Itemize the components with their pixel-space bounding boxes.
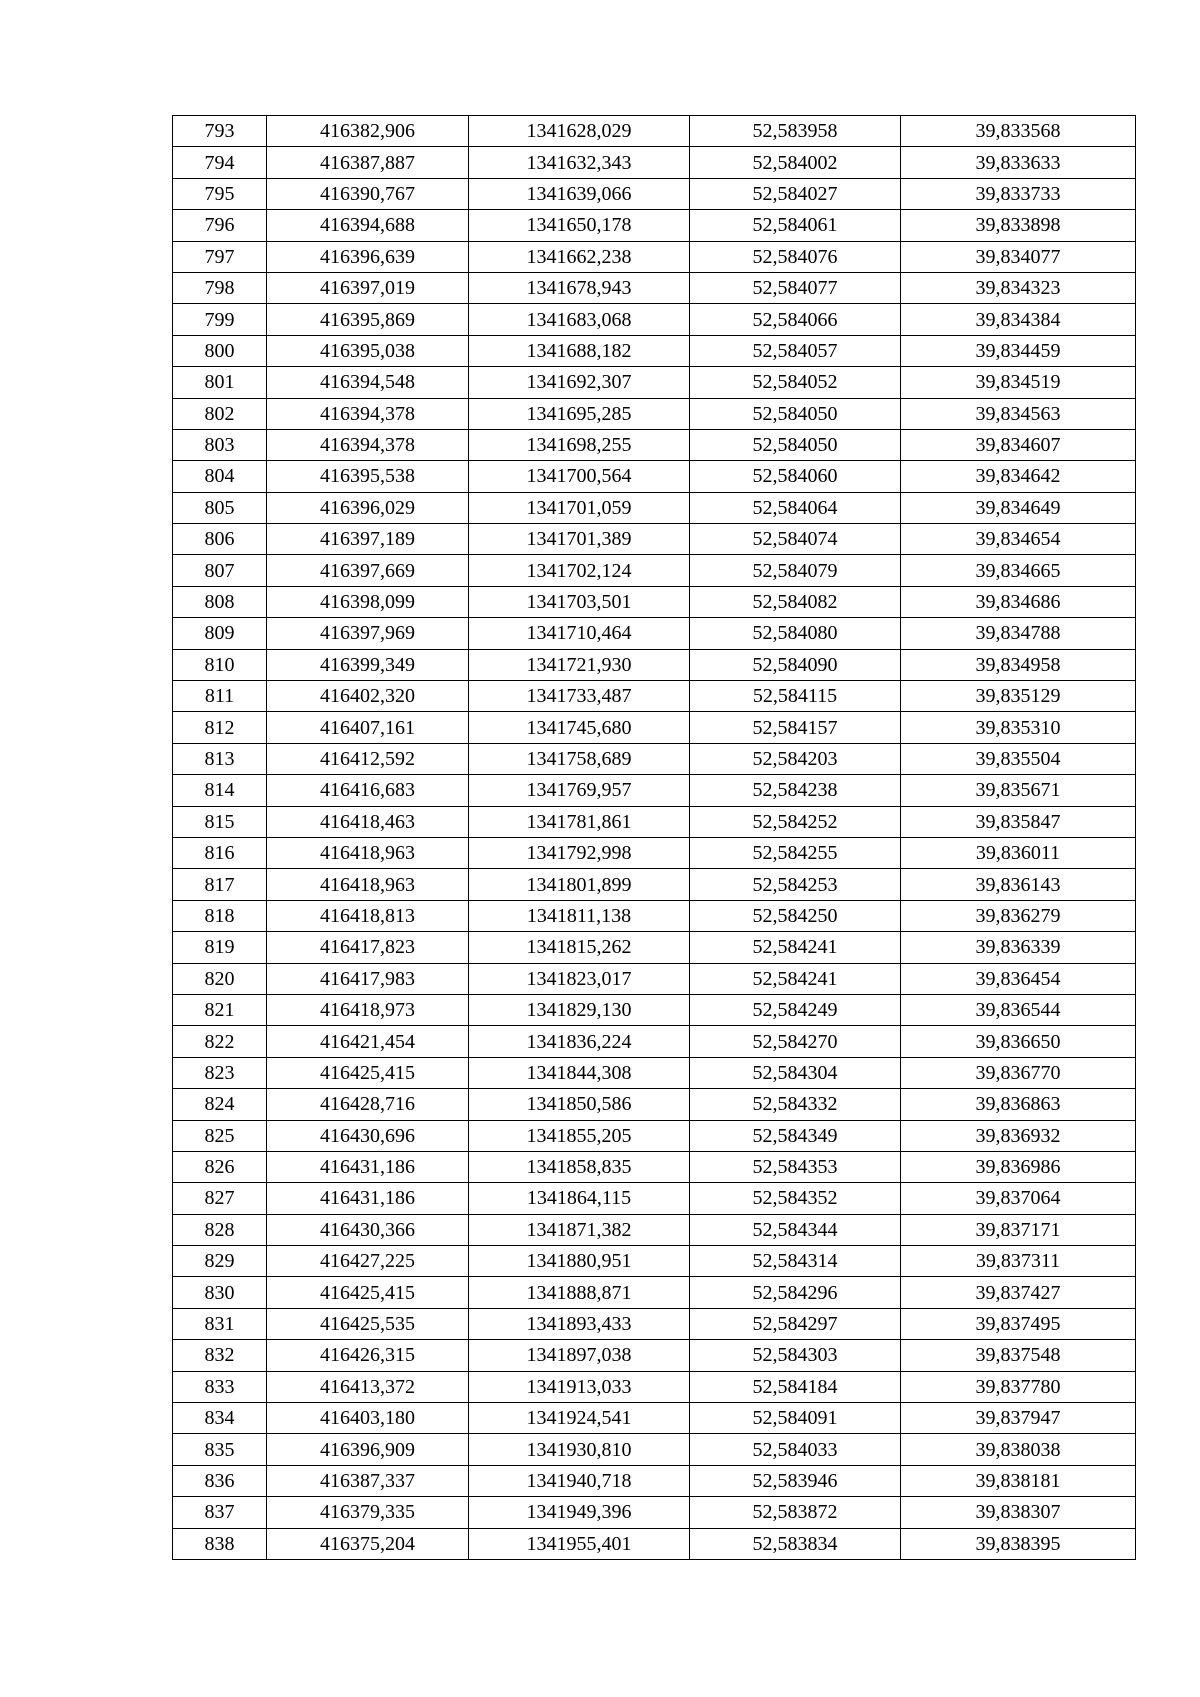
longitude-cell: 39,837495 [901, 1308, 1136, 1339]
longitude-cell: 39,834958 [901, 649, 1136, 680]
longitude-cell: 39,834649 [901, 492, 1136, 523]
table-row [173, 241, 1136, 272]
longitude-cell: 39,833568 [901, 116, 1136, 147]
longitude-cell: 39,836932 [901, 1120, 1136, 1151]
point-number-cell: 837 [173, 1497, 267, 1528]
x-coordinate-cell: 416425,415 [267, 1057, 469, 1088]
longitude-cell: 39,834788 [901, 618, 1136, 649]
table-row [173, 932, 1136, 963]
longitude-cell: 39,836650 [901, 1026, 1136, 1057]
point-number-cell: 799 [173, 304, 267, 335]
latitude-cell: 52,584050 [690, 429, 901, 460]
x-coordinate-cell: 416412,592 [267, 743, 469, 774]
x-coordinate-cell: 416425,535 [267, 1308, 469, 1339]
latitude-cell: 52,584080 [690, 618, 901, 649]
latitude-cell: 52,584052 [690, 367, 901, 398]
point-number-cell: 815 [173, 806, 267, 837]
x-coordinate-cell: 416398,099 [267, 586, 469, 617]
x-coordinate-cell: 416396,029 [267, 492, 469, 523]
point-number-cell: 801 [173, 367, 267, 398]
longitude-cell: 39,836544 [901, 994, 1136, 1025]
longitude-cell: 39,836454 [901, 963, 1136, 994]
point-number-cell: 820 [173, 963, 267, 994]
latitude-cell: 52,584241 [690, 963, 901, 994]
x-coordinate-cell: 416395,869 [267, 304, 469, 335]
y-coordinate-cell: 1341639,066 [469, 178, 690, 209]
point-number-cell: 826 [173, 1151, 267, 1182]
x-coordinate-cell: 416431,186 [267, 1151, 469, 1182]
y-coordinate-cell: 1341745,680 [469, 712, 690, 743]
x-coordinate-cell: 416425,415 [267, 1277, 469, 1308]
point-number-cell: 828 [173, 1214, 267, 1245]
point-number-cell: 802 [173, 398, 267, 429]
longitude-cell: 39,834459 [901, 335, 1136, 366]
longitude-cell: 39,834642 [901, 461, 1136, 492]
latitude-cell: 52,584074 [690, 524, 901, 555]
point-number-cell: 816 [173, 837, 267, 868]
x-coordinate-cell: 416418,963 [267, 837, 469, 868]
latitude-cell: 52,583834 [690, 1528, 901, 1559]
latitude-cell: 52,584082 [690, 586, 901, 617]
latitude-cell: 52,584061 [690, 210, 901, 241]
longitude-cell: 39,838181 [901, 1465, 1136, 1496]
point-number-cell: 806 [173, 524, 267, 555]
latitude-cell: 52,584253 [690, 869, 901, 900]
table-row [173, 1277, 1136, 1308]
x-coordinate-cell: 416396,639 [267, 241, 469, 272]
point-number-cell: 834 [173, 1403, 267, 1434]
x-coordinate-cell: 416394,378 [267, 429, 469, 460]
table-row [173, 1371, 1136, 1402]
x-coordinate-cell: 416427,225 [267, 1246, 469, 1277]
table-row [173, 1403, 1136, 1434]
table-row [173, 492, 1136, 523]
latitude-cell: 52,584184 [690, 1371, 901, 1402]
x-coordinate-cell: 416431,186 [267, 1183, 469, 1214]
latitude-cell: 52,584270 [690, 1026, 901, 1057]
latitude-cell: 52,584090 [690, 649, 901, 680]
longitude-cell: 39,836986 [901, 1151, 1136, 1182]
y-coordinate-cell: 1341871,382 [469, 1214, 690, 1245]
longitude-cell: 39,835129 [901, 681, 1136, 712]
longitude-cell: 39,837171 [901, 1214, 1136, 1245]
latitude-cell: 52,584064 [690, 492, 901, 523]
table-row [173, 147, 1136, 178]
latitude-cell: 52,584250 [690, 900, 901, 931]
point-number-cell: 794 [173, 147, 267, 178]
point-number-cell: 825 [173, 1120, 267, 1151]
longitude-cell: 39,833733 [901, 178, 1136, 209]
latitude-cell: 52,584252 [690, 806, 901, 837]
y-coordinate-cell: 1341930,810 [469, 1434, 690, 1465]
longitude-cell: 39,836339 [901, 932, 1136, 963]
y-coordinate-cell: 1341758,689 [469, 743, 690, 774]
table-row [173, 963, 1136, 994]
latitude-cell: 52,584304 [690, 1057, 901, 1088]
x-coordinate-cell: 416390,767 [267, 178, 469, 209]
y-coordinate-cell: 1341700,564 [469, 461, 690, 492]
longitude-cell: 39,836863 [901, 1089, 1136, 1120]
table-row [173, 681, 1136, 712]
point-number-cell: 805 [173, 492, 267, 523]
x-coordinate-cell: 416426,315 [267, 1340, 469, 1371]
latitude-cell: 52,584002 [690, 147, 901, 178]
y-coordinate-cell: 1341632,343 [469, 147, 690, 178]
longitude-cell: 39,834519 [901, 367, 1136, 398]
latitude-cell: 52,584297 [690, 1308, 901, 1339]
latitude-cell: 52,584060 [690, 461, 901, 492]
x-coordinate-cell: 416418,463 [267, 806, 469, 837]
longitude-cell: 39,836279 [901, 900, 1136, 931]
table-row [173, 1057, 1136, 1088]
point-number-cell: 818 [173, 900, 267, 931]
longitude-cell: 39,834607 [901, 429, 1136, 460]
x-coordinate-cell: 416395,538 [267, 461, 469, 492]
latitude-cell: 52,584255 [690, 837, 901, 868]
latitude-cell: 52,584314 [690, 1246, 901, 1277]
table-row [173, 806, 1136, 837]
x-coordinate-cell: 416402,320 [267, 681, 469, 712]
x-coordinate-cell: 416428,716 [267, 1089, 469, 1120]
x-coordinate-cell: 416394,378 [267, 398, 469, 429]
x-coordinate-cell: 416387,337 [267, 1465, 469, 1496]
longitude-cell: 39,833898 [901, 210, 1136, 241]
longitude-cell: 39,835504 [901, 743, 1136, 774]
latitude-cell: 52,583946 [690, 1465, 901, 1496]
x-coordinate-cell: 416394,688 [267, 210, 469, 241]
latitude-cell: 52,584249 [690, 994, 901, 1025]
point-number-cell: 817 [173, 869, 267, 900]
table-row [173, 649, 1136, 680]
y-coordinate-cell: 1341683,068 [469, 304, 690, 335]
y-coordinate-cell: 1341864,115 [469, 1183, 690, 1214]
x-coordinate-cell: 416403,180 [267, 1403, 469, 1434]
table-row [173, 398, 1136, 429]
x-coordinate-cell: 416399,349 [267, 649, 469, 680]
latitude-cell: 52,584066 [690, 304, 901, 335]
y-coordinate-cell: 1341733,487 [469, 681, 690, 712]
point-number-cell: 824 [173, 1089, 267, 1120]
point-number-cell: 795 [173, 178, 267, 209]
x-coordinate-cell: 416430,696 [267, 1120, 469, 1151]
table-row [173, 1246, 1136, 1277]
longitude-cell: 39,834077 [901, 241, 1136, 272]
y-coordinate-cell: 1341850,586 [469, 1089, 690, 1120]
latitude-cell: 52,584332 [690, 1089, 901, 1120]
table-row [173, 712, 1136, 743]
y-coordinate-cell: 1341888,871 [469, 1277, 690, 1308]
point-number-cell: 809 [173, 618, 267, 649]
table-row [173, 1214, 1136, 1245]
point-number-cell: 796 [173, 210, 267, 241]
latitude-cell: 52,584241 [690, 932, 901, 963]
x-coordinate-cell: 416396,909 [267, 1434, 469, 1465]
table-row [173, 1497, 1136, 1528]
latitude-cell: 52,584057 [690, 335, 901, 366]
latitude-cell: 52,584203 [690, 743, 901, 774]
table-row [173, 367, 1136, 398]
longitude-cell: 39,837311 [901, 1246, 1136, 1277]
y-coordinate-cell: 1341829,130 [469, 994, 690, 1025]
table-row [173, 429, 1136, 460]
table-row [173, 178, 1136, 209]
point-number-cell: 836 [173, 1465, 267, 1496]
y-coordinate-cell: 1341701,059 [469, 492, 690, 523]
table-row [173, 1120, 1136, 1151]
table-body [173, 116, 1136, 1560]
point-number-cell: 798 [173, 272, 267, 303]
latitude-cell: 52,584091 [690, 1403, 901, 1434]
latitude-cell: 52,584349 [690, 1120, 901, 1151]
point-number-cell: 811 [173, 681, 267, 712]
y-coordinate-cell: 1341893,433 [469, 1308, 690, 1339]
y-coordinate-cell: 1341662,238 [469, 241, 690, 272]
point-number-cell: 793 [173, 116, 267, 147]
point-number-cell: 831 [173, 1308, 267, 1339]
table-row [173, 618, 1136, 649]
longitude-cell: 39,838307 [901, 1497, 1136, 1528]
x-coordinate-cell: 416397,969 [267, 618, 469, 649]
x-coordinate-cell: 416407,161 [267, 712, 469, 743]
y-coordinate-cell: 1341698,255 [469, 429, 690, 460]
latitude-cell: 52,584027 [690, 178, 901, 209]
latitude-cell: 52,584033 [690, 1434, 901, 1465]
point-number-cell: 810 [173, 649, 267, 680]
latitude-cell: 52,584079 [690, 555, 901, 586]
y-coordinate-cell: 1341650,178 [469, 210, 690, 241]
latitude-cell: 52,584238 [690, 775, 901, 806]
point-number-cell: 827 [173, 1183, 267, 1214]
longitude-cell: 39,835310 [901, 712, 1136, 743]
longitude-cell: 39,835671 [901, 775, 1136, 806]
point-number-cell: 813 [173, 743, 267, 774]
y-coordinate-cell: 1341695,285 [469, 398, 690, 429]
table-row [173, 304, 1136, 335]
y-coordinate-cell: 1341880,951 [469, 1246, 690, 1277]
latitude-cell: 52,584050 [690, 398, 901, 429]
y-coordinate-cell: 1341913,033 [469, 1371, 690, 1402]
table-row [173, 586, 1136, 617]
x-coordinate-cell: 416418,963 [267, 869, 469, 900]
y-coordinate-cell: 1341702,124 [469, 555, 690, 586]
y-coordinate-cell: 1341940,718 [469, 1465, 690, 1496]
y-coordinate-cell: 1341721,930 [469, 649, 690, 680]
longitude-cell: 39,834384 [901, 304, 1136, 335]
latitude-cell: 52,584077 [690, 272, 901, 303]
x-coordinate-cell: 416418,813 [267, 900, 469, 931]
x-coordinate-cell: 416418,973 [267, 994, 469, 1025]
coordinates-table [172, 115, 1136, 1560]
point-number-cell: 800 [173, 335, 267, 366]
latitude-cell: 52,584076 [690, 241, 901, 272]
x-coordinate-cell: 416430,366 [267, 1214, 469, 1245]
x-coordinate-cell: 416397,019 [267, 272, 469, 303]
table-row [173, 837, 1136, 868]
table-row [173, 1089, 1136, 1120]
y-coordinate-cell: 1341692,307 [469, 367, 690, 398]
longitude-cell: 39,837780 [901, 1371, 1136, 1402]
point-number-cell: 804 [173, 461, 267, 492]
x-coordinate-cell: 416416,683 [267, 775, 469, 806]
table-row [173, 1151, 1136, 1182]
y-coordinate-cell: 1341836,224 [469, 1026, 690, 1057]
longitude-cell: 39,834563 [901, 398, 1136, 429]
point-number-cell: 821 [173, 994, 267, 1025]
longitude-cell: 39,837064 [901, 1183, 1136, 1214]
point-number-cell: 814 [173, 775, 267, 806]
table-row [173, 1465, 1136, 1496]
longitude-cell: 39,836143 [901, 869, 1136, 900]
y-coordinate-cell: 1341949,396 [469, 1497, 690, 1528]
longitude-cell: 39,836770 [901, 1057, 1136, 1088]
point-number-cell: 829 [173, 1246, 267, 1277]
table-row [173, 1434, 1136, 1465]
latitude-cell: 52,584115 [690, 681, 901, 712]
point-number-cell: 797 [173, 241, 267, 272]
table-row [173, 524, 1136, 555]
y-coordinate-cell: 1341769,957 [469, 775, 690, 806]
table-row [173, 272, 1136, 303]
y-coordinate-cell: 1341924,541 [469, 1403, 690, 1434]
y-coordinate-cell: 1341710,464 [469, 618, 690, 649]
table-row [173, 994, 1136, 1025]
longitude-cell: 39,834686 [901, 586, 1136, 617]
y-coordinate-cell: 1341801,899 [469, 869, 690, 900]
table-row [173, 775, 1136, 806]
x-coordinate-cell: 416417,983 [267, 963, 469, 994]
y-coordinate-cell: 1341781,861 [469, 806, 690, 837]
latitude-cell: 52,583872 [690, 1497, 901, 1528]
point-number-cell: 803 [173, 429, 267, 460]
point-number-cell: 835 [173, 1434, 267, 1465]
y-coordinate-cell: 1341955,401 [469, 1528, 690, 1559]
table-row [173, 1026, 1136, 1057]
x-coordinate-cell: 416397,189 [267, 524, 469, 555]
latitude-cell: 52,584352 [690, 1183, 901, 1214]
y-coordinate-cell: 1341811,138 [469, 900, 690, 931]
y-coordinate-cell: 1341823,017 [469, 963, 690, 994]
latitude-cell: 52,583958 [690, 116, 901, 147]
x-coordinate-cell: 416421,454 [267, 1026, 469, 1057]
x-coordinate-cell: 416387,887 [267, 147, 469, 178]
longitude-cell: 39,833633 [901, 147, 1136, 178]
table-row [173, 1528, 1136, 1559]
longitude-cell: 39,834665 [901, 555, 1136, 586]
x-coordinate-cell: 416375,204 [267, 1528, 469, 1559]
latitude-cell: 52,584353 [690, 1151, 901, 1182]
x-coordinate-cell: 416417,823 [267, 932, 469, 963]
latitude-cell: 52,584296 [690, 1277, 901, 1308]
point-number-cell: 808 [173, 586, 267, 617]
x-coordinate-cell: 416395,038 [267, 335, 469, 366]
x-coordinate-cell: 416397,669 [267, 555, 469, 586]
y-coordinate-cell: 1341815,262 [469, 932, 690, 963]
point-number-cell: 830 [173, 1277, 267, 1308]
table-row [173, 869, 1136, 900]
table-row [173, 1183, 1136, 1214]
table-row [173, 461, 1136, 492]
table-row [173, 555, 1136, 586]
y-coordinate-cell: 1341792,998 [469, 837, 690, 868]
table-row [173, 743, 1136, 774]
point-number-cell: 823 [173, 1057, 267, 1088]
table-row [173, 335, 1136, 366]
point-number-cell: 832 [173, 1340, 267, 1371]
y-coordinate-cell: 1341628,029 [469, 116, 690, 147]
longitude-cell: 39,834654 [901, 524, 1136, 555]
table-row [173, 1308, 1136, 1339]
y-coordinate-cell: 1341678,943 [469, 272, 690, 303]
longitude-cell: 39,837947 [901, 1403, 1136, 1434]
point-number-cell: 833 [173, 1371, 267, 1402]
y-coordinate-cell: 1341844,308 [469, 1057, 690, 1088]
longitude-cell: 39,837427 [901, 1277, 1136, 1308]
longitude-cell: 39,838038 [901, 1434, 1136, 1465]
y-coordinate-cell: 1341858,835 [469, 1151, 690, 1182]
y-coordinate-cell: 1341701,389 [469, 524, 690, 555]
x-coordinate-cell: 416379,335 [267, 1497, 469, 1528]
latitude-cell: 52,584303 [690, 1340, 901, 1371]
y-coordinate-cell: 1341897,038 [469, 1340, 690, 1371]
latitude-cell: 52,584344 [690, 1214, 901, 1245]
longitude-cell: 39,837548 [901, 1340, 1136, 1371]
point-number-cell: 822 [173, 1026, 267, 1057]
table-row [173, 210, 1136, 241]
table-row [173, 900, 1136, 931]
longitude-cell: 39,838395 [901, 1528, 1136, 1559]
point-number-cell: 838 [173, 1528, 267, 1559]
y-coordinate-cell: 1341855,205 [469, 1120, 690, 1151]
x-coordinate-cell: 416382,906 [267, 116, 469, 147]
table-row [173, 116, 1136, 147]
point-number-cell: 807 [173, 555, 267, 586]
y-coordinate-cell: 1341688,182 [469, 335, 690, 366]
latitude-cell: 52,584157 [690, 712, 901, 743]
x-coordinate-cell: 416413,372 [267, 1371, 469, 1402]
x-coordinate-cell: 416394,548 [267, 367, 469, 398]
point-number-cell: 812 [173, 712, 267, 743]
longitude-cell: 39,834323 [901, 272, 1136, 303]
longitude-cell: 39,836011 [901, 837, 1136, 868]
point-number-cell: 819 [173, 932, 267, 963]
longitude-cell: 39,835847 [901, 806, 1136, 837]
table-row [173, 1340, 1136, 1371]
y-coordinate-cell: 1341703,501 [469, 586, 690, 617]
